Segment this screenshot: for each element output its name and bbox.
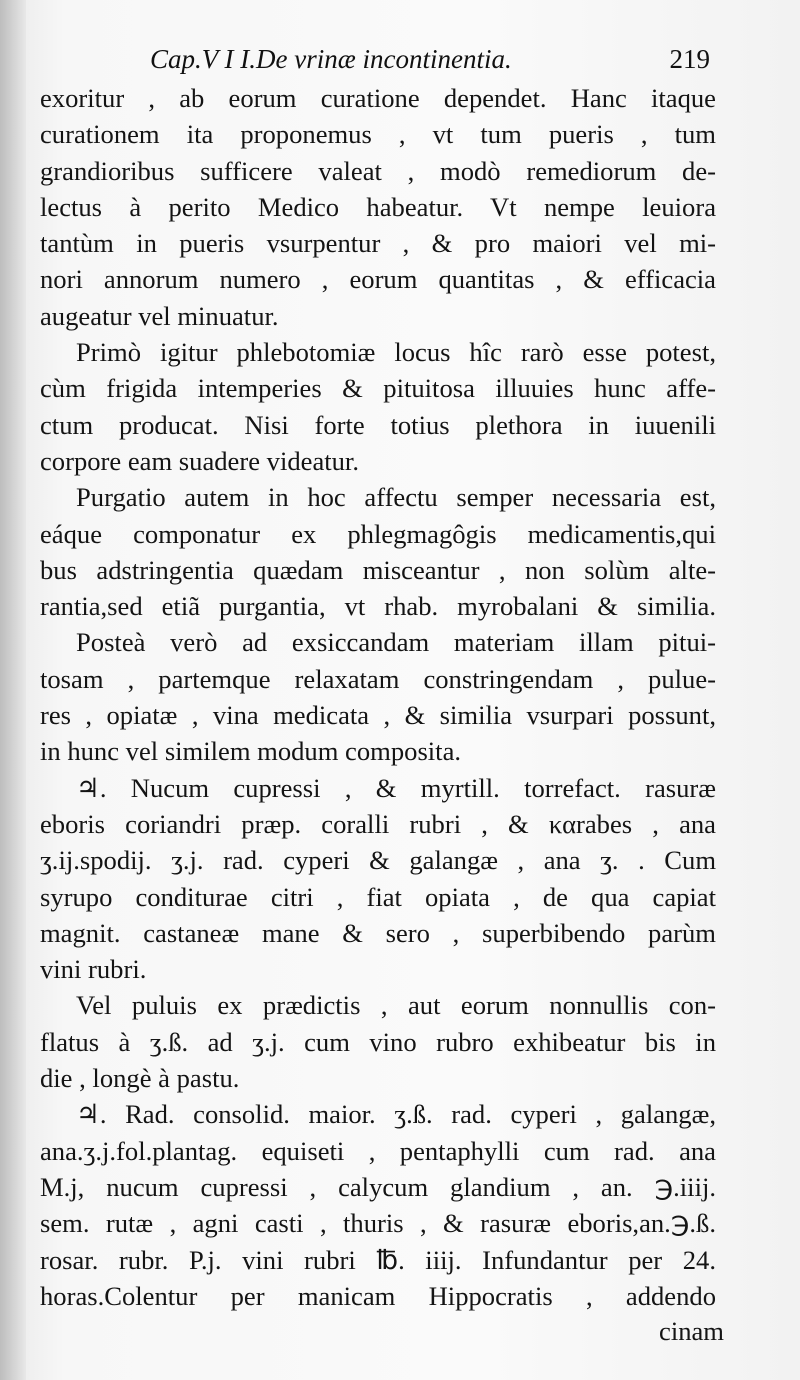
text-line: grandioribus sufficere valeat , modò remediorum de- bbox=[40, 155, 716, 186]
text-line: rosar. rubr. P.j. vini rubri ℔. iiij. Infundantur per 24. bbox=[40, 1244, 716, 1275]
text-line: Primò igitur phlebotomiæ locus hîc rarò esse potest, bbox=[76, 337, 716, 368]
text-line: ctum producat. Nisi forte totius plethora in iuuenili bbox=[40, 409, 716, 440]
text-line: syrupo conditurae citri , fiat opiata , de qua capiat bbox=[40, 881, 716, 912]
text-line: ♃. Rad. consolid. maior. ʒ.ß. rad. cyperi , galangæ, bbox=[76, 1099, 716, 1130]
text-line: M.j, nucum cupressi , calycum glandium , an. ℈.iiij. bbox=[40, 1171, 716, 1202]
text-line: nori annorum numero , eorum quantitas , & efficacia bbox=[40, 264, 716, 295]
text-line: tantùm in pueris vsurpentur , & pro maiori vel mi- bbox=[40, 228, 716, 259]
text-line: res , opiatæ , vina medicata , & similia vsurpari possunt, bbox=[40, 700, 716, 731]
text-line: augeatur vel minuatur. bbox=[40, 300, 279, 331]
text-line: tosam , partemque relaxatam constringendam , pulue- bbox=[40, 663, 716, 694]
text-line: lectus à perito Medico habeatur. Vt nempe leuiora bbox=[40, 191, 716, 222]
text-line: ♃. Nucum cupressi , & myrtill. torrefact. rasuræ bbox=[76, 772, 716, 803]
page-number: 219 bbox=[669, 44, 710, 74]
text-line: ana.ʒ.j.fol.plantag. equiseti , pentaphylli cum rad. ana bbox=[40, 1135, 716, 1166]
text-line: bus adstringentia quædam misceantur , non solùm alte- bbox=[40, 554, 716, 585]
text-line: rantia,sed etiã purgantia, vt rhab. myrobalani & similia. bbox=[40, 591, 716, 622]
body-text bbox=[40, 80, 716, 1314]
text-line: Posteà verò ad exsiccandam materiam illam pitui- bbox=[76, 627, 716, 658]
text-line: in hunc vel similem modum composita. bbox=[40, 736, 462, 767]
text-line: exoritur , ab eorum curatione dependet. Hanc itaque bbox=[40, 83, 716, 113]
text-line: flatus à ʒ.ß. ad ʒ.j. cum vino rubro exhibeatur bis in bbox=[40, 1026, 716, 1057]
text-line: vini rubri. bbox=[40, 954, 147, 985]
running-header bbox=[150, 44, 710, 84]
text-line: curationem ita proponemus , vt tum pueris , tum bbox=[40, 119, 716, 150]
catchword: cinam bbox=[659, 1316, 724, 1346]
text-line: corpore eam suadere videatur. bbox=[40, 445, 359, 476]
chapter-title: Cap.V I I.De vrinæ incontinentia. bbox=[150, 44, 512, 74]
text-line: ʒ.ij.spodij. ʒ.j. rad. cyperi & galangæ , ana ʒ. . Cum bbox=[40, 845, 716, 876]
text-line: eáque componatur ex phlegmagôgis medicamentis,qui bbox=[40, 518, 716, 549]
text-line: cùm frigida intemperies & pituitosa illuuies hunc affe- bbox=[40, 373, 716, 404]
text-line: Purgatio autem in hoc affectu semper necessaria est, bbox=[76, 482, 716, 513]
page-gutter-shadow bbox=[0, 0, 26, 1380]
text-line: die , longè à pastu. bbox=[40, 1063, 240, 1094]
text-line: eboris coriandri præp. coralli rubri , & καrabes , ana bbox=[40, 808, 716, 839]
text-line: horas.Colentur per manicam Hippocratis , addendo bbox=[40, 1280, 716, 1311]
text-line: magnit. castaneæ mane & sero , superbibendo parùm bbox=[40, 917, 716, 948]
text-line: Vel puluis ex prædictis , aut eorum nonnullis con- bbox=[76, 990, 716, 1021]
text-line: sem. rutæ , agni casti , thuris , & rasuræ eboris,an.℈.ß. bbox=[40, 1208, 716, 1239]
